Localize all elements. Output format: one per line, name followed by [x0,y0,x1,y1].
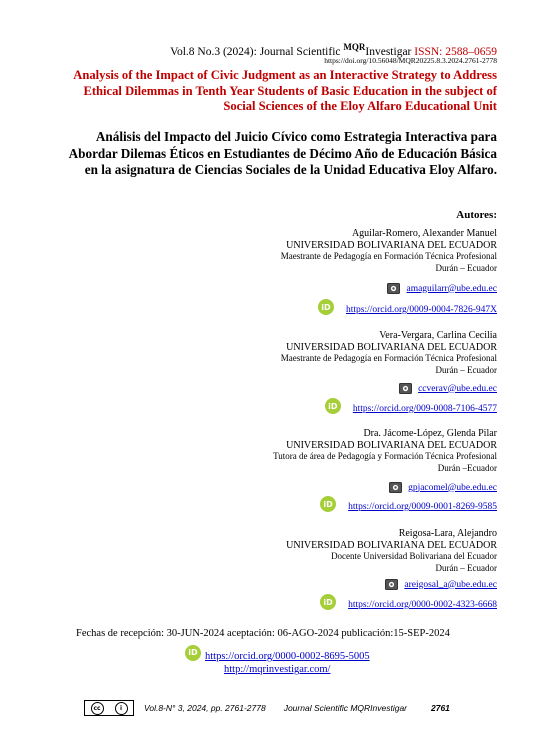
author-block [157,528,497,574]
author-university: UNIVERSIDAD BOLIVARIANA DEL ECUADOR [286,439,497,451]
footer-journal: Journal Scientific MQRInvestigar [283,703,407,713]
journal-orcid-row [185,643,370,662]
issn: ISSN: 2588–0659 [414,45,497,58]
author-email-link[interactable]: areigosal_a@ube.edu.ec [404,579,497,590]
doi-link[interactable]: https://doi.org/10.56048/MQR20225.8.3.2024.2761-2778 [324,56,497,65]
page-footer [84,700,504,716]
author-city: Durán – Ecuador [435,262,497,273]
author-university: UNIVERSIDAD BOLIVARIANA DEL ECUADOR [286,539,497,551]
journal-orcid-link[interactable]: https://orcid.org/0000-0002-8695-5005 [205,651,370,662]
orcid-icon: iD [320,496,336,512]
orcid-icon: iD [325,398,341,414]
author-name: Dra. Jácome-López, Glenda Pilar [363,428,497,439]
page-number: 2761 [431,703,450,713]
journal-volume: Vol.8 No.3 (2024): Journal Scientific [170,45,344,58]
author-orcid-link[interactable]: https://orcid.org/0000-0002-4323-6668 [348,600,497,610]
author-email-row [387,283,497,294]
title-spanish: Análisis del Impacto del Juicio Cívico como Estrategia Interactiva para Abordar Dilemas Éticos en Estudiantes de Décimo Año de Educación Básica en la asignatura de Ciencias Sociales de la Unidad Educativa Eloy Alfaro. [68,129,497,177]
author-orcid-row [318,299,497,315]
creative-commons-badge: cc i [84,700,134,716]
email-icon [389,482,402,493]
author-university: UNIVERSIDAD BOLIVARIANA DEL ECUADOR [286,341,497,353]
title-english: Analysis of the Impact of Civic Judgment as an Interactive Strategy to Address Ethical Dilemmas in Tenth Year Students of Basic Education in the subject of Social Sciences of the Eloy Alfaro Educational Unit [73,68,497,113]
author-university: UNIVERSIDAD BOLIVARIANA DEL ECUADOR [286,239,497,251]
author-city: Durán – Ecuador [435,364,497,375]
footer-citation: Vol.8-N° 3, 2024, pp. 2761-2778 [144,703,266,713]
author-block [157,330,497,376]
author-orcid-link[interactable]: https://orcid.org/0009-0001-8269-9585 [348,502,497,512]
mqr-logo: MQR [343,42,366,52]
author-orcid-row [320,496,497,512]
email-icon [385,579,398,590]
author-orcid-row [320,594,497,610]
publication-dates: Fechas de recepción: 30-JUN-2024 aceptación: 06-AGO-2024 publicación:15-SEP-2024 [76,628,450,639]
author-orcid-link[interactable]: https://orcid.org/0009-0004-7826-947X [345,305,497,315]
author-role: Maestrante de Pedagogía en Formación Técnica Profesional [280,251,497,261]
author-block [157,428,497,474]
author-email-row [385,579,497,590]
author-email-link[interactable]: ccverav@ube.edu.ec [418,383,497,394]
orcid-icon: iD [185,645,201,661]
author-name: Vera-Vergara, Carlina Cecilia [379,330,497,341]
author-role: Tutora de área de Pedagogía y Formación Técnica Profesional [273,451,497,461]
email-icon [387,283,400,294]
author-block [157,228,497,274]
orcid-icon: iD [320,594,336,610]
author-city: Durán – Ecuador [435,562,497,573]
author-email-row [399,383,497,394]
journal-name-end: Investigar [365,45,412,58]
author-email-row [389,482,497,493]
email-icon [399,383,412,394]
author-orcid-row [325,398,497,414]
author-role: Docente Universidad Bolivariana del Ecuador [331,551,497,561]
author-name: Aguilar-Romero, Alexander Manuel [351,228,497,239]
author-orcid-link[interactable]: https://orcid.org/009-0008-7106-4577 [352,404,497,414]
authors-heading: Autores: [456,209,497,221]
author-role: Maestrante de Pedagogía en Formación Técnica Profesional [280,353,497,363]
journal-website-link[interactable]: http://mqrinvestigar.com/ [224,664,331,675]
author-name: Reigosa-Lara, Alejandro [398,528,497,539]
orcid-icon: iD [318,299,334,315]
author-email-link[interactable]: amaguilarr@ube.edu.ec [406,283,497,294]
author-email-link[interactable]: gpjacomel@ube.edu.ec [408,482,497,493]
author-city: Durán –Ecuador [437,462,497,473]
